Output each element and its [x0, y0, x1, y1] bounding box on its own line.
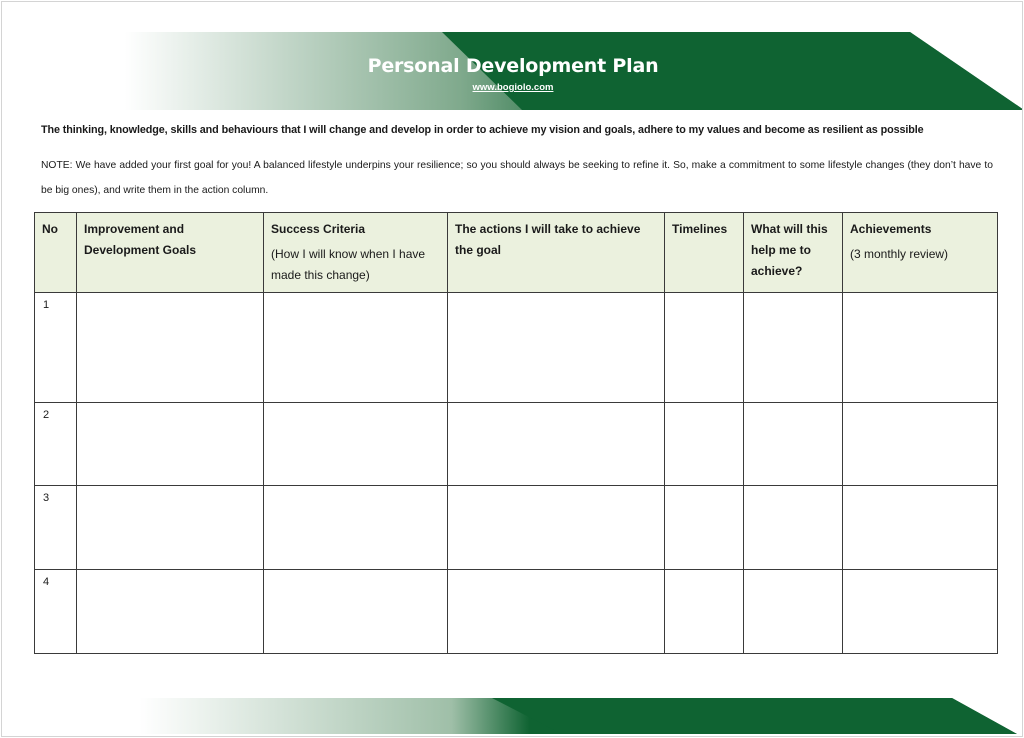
help-cell[interactable] — [744, 486, 843, 570]
header-sublabel: (3 monthly review) — [850, 247, 949, 261]
header-label: Improvement and Development Goals — [84, 222, 197, 257]
bottom-banner-green — [492, 698, 1017, 734]
table-row — [35, 570, 998, 654]
goal-cell[interactable] — [77, 293, 264, 403]
header-label: The actions I will take to achieve the goal — [455, 222, 641, 257]
actions-cell[interactable] — [448, 293, 665, 403]
achievements-cell[interactable] — [843, 486, 998, 570]
timelines-cell[interactable] — [665, 570, 744, 654]
help-cell[interactable] — [744, 403, 843, 486]
header-label: What will this help me to achieve? — [751, 222, 828, 278]
table-row — [35, 403, 998, 486]
header-no — [35, 213, 77, 293]
row-number: 3 — [35, 486, 77, 570]
actions-cell[interactable] — [448, 403, 665, 486]
criteria-cell[interactable] — [264, 293, 448, 403]
header-label: Success Criteria — [271, 222, 366, 236]
note-text: NOTE: We have added your first goal for you! A balanced lifestyle underpins your resilience; so you should always be seeking to refine it. So, make a commitment to some lifestyle changes (they don’t have to be big ones), and write them in the action column. — [41, 160, 993, 196]
page-title: Personal Development Plan — [367, 55, 659, 77]
table-header-row — [35, 213, 998, 293]
header-success-criteria — [264, 213, 448, 293]
goal-cell[interactable] — [77, 403, 264, 486]
table-row — [35, 293, 998, 403]
row-number: 1 — [35, 293, 77, 403]
row-number: 4 — [35, 570, 77, 654]
achievements-cell[interactable] — [843, 570, 998, 654]
help-cell[interactable] — [744, 570, 843, 654]
table-row — [35, 486, 998, 570]
timelines-cell[interactable] — [665, 403, 744, 486]
header-label: No — [42, 222, 58, 236]
header-actions — [448, 213, 665, 293]
website-link[interactable]: www.bogiolo.com — [472, 82, 554, 93]
header-label: Timelines — [672, 222, 728, 236]
header-sublabel: (How I will know when I have made this change) — [271, 247, 426, 282]
achievements-cell[interactable] — [843, 403, 998, 486]
header-timelines — [665, 213, 744, 293]
header-goals — [77, 213, 264, 293]
timelines-cell[interactable] — [665, 486, 744, 570]
criteria-cell[interactable] — [264, 403, 448, 486]
help-cell[interactable] — [744, 293, 843, 403]
actions-cell[interactable] — [448, 570, 665, 654]
header-help-achieve — [744, 213, 843, 293]
goal-cell[interactable] — [77, 486, 264, 570]
timelines-cell[interactable] — [665, 293, 744, 403]
achievements-cell[interactable] — [843, 293, 998, 403]
header-label: Achievements — [850, 222, 932, 236]
header-achievements — [843, 213, 998, 293]
document-page — [1, 1, 1023, 737]
intro-statement: The thinking, knowledge, skills and behaviours that I will change and develop in order to achieve my vision and goals, adhere to my values and become as resilient as possible — [41, 124, 924, 136]
actions-cell[interactable] — [448, 486, 665, 570]
criteria-cell[interactable] — [264, 570, 448, 654]
row-number: 2 — [35, 403, 77, 486]
development-plan-table — [34, 212, 998, 654]
criteria-cell[interactable] — [264, 486, 448, 570]
bottom-banner — [2, 692, 1023, 737]
goal-cell[interactable] — [77, 570, 264, 654]
